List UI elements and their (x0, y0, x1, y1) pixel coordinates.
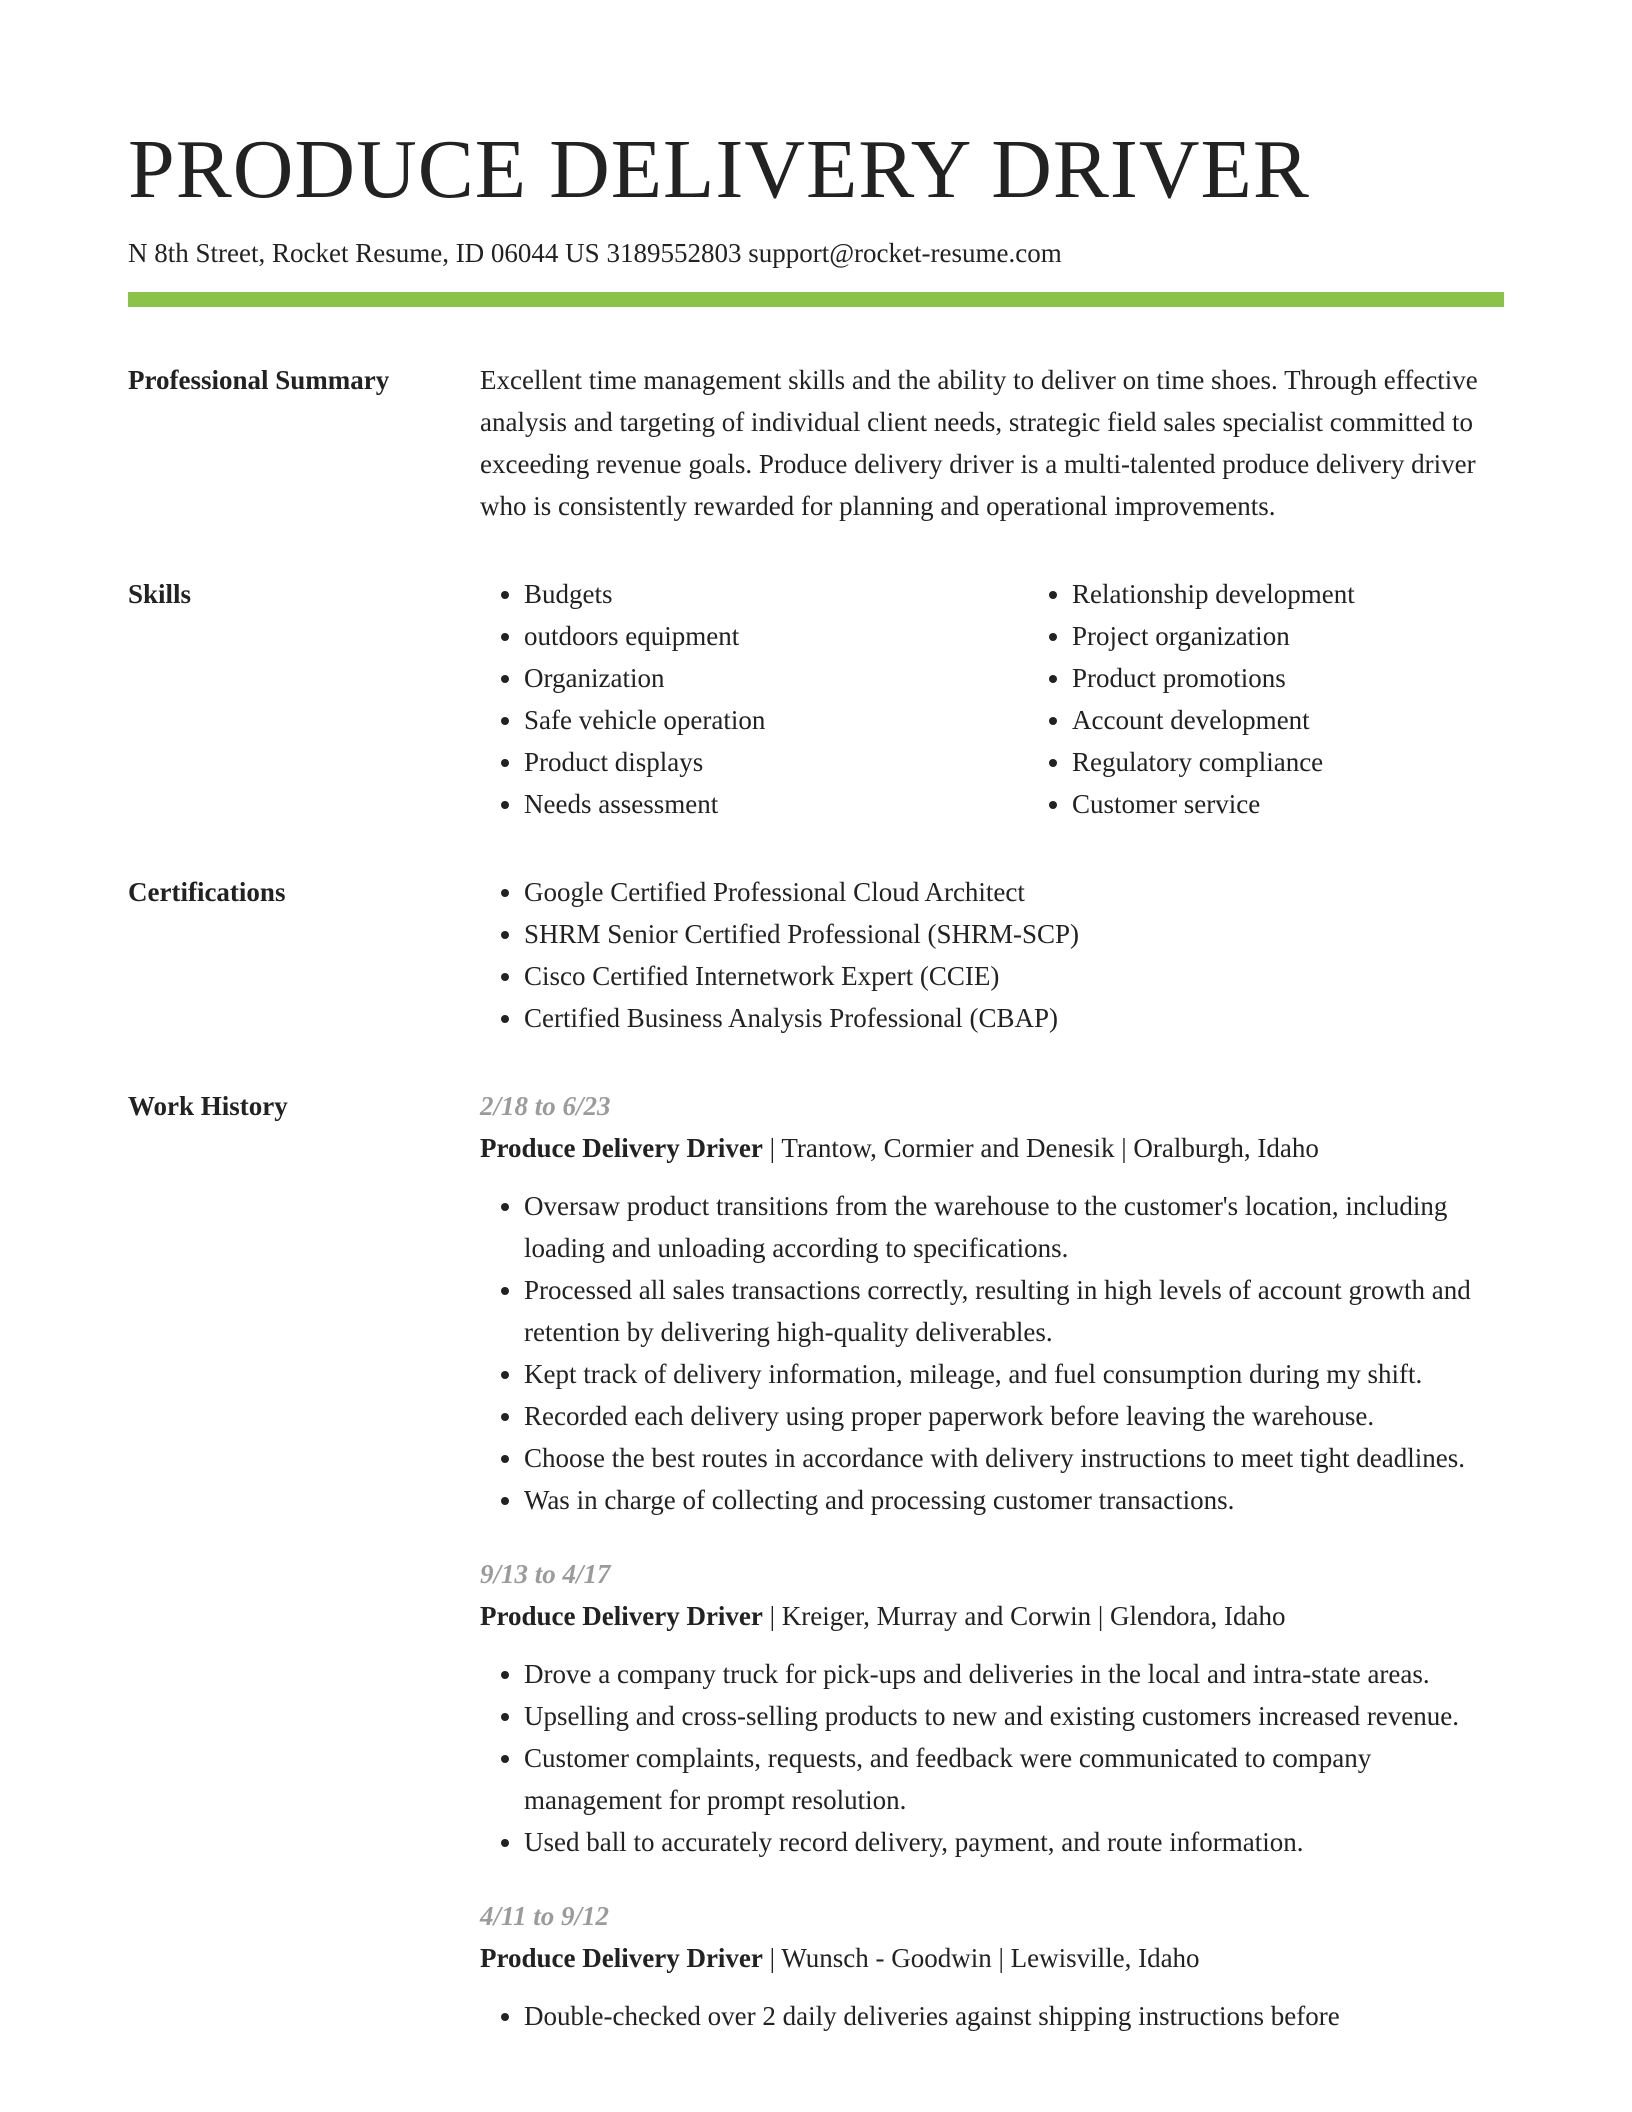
skills-list-left (480, 573, 1028, 825)
skill-item: • outdoors equipment (524, 615, 1028, 657)
job-header (480, 1127, 1504, 1169)
job-details: | Wunsch - Goodwin | Lewisville, Idaho (762, 1943, 1200, 1973)
job-details: | Trantow, Cormier and Denesik | Oralburgh, Idaho (762, 1133, 1319, 1163)
job-dates: 2/18 to 6/23 (480, 1091, 611, 1121)
job-bullet: • Customer complaints, requests, and feedback were communicated to company management for prompt resolution. (524, 1737, 1504, 1821)
certification-item: • Google Certified Professional Cloud Architect (524, 871, 1504, 913)
job-bullets (480, 1185, 1504, 1521)
job-bullet: • Recorded each delivery using proper paperwork before leaving the warehouse. (524, 1395, 1504, 1437)
skill-item: • Product promotions (1072, 657, 1576, 699)
job-bullet: • Choose the best routes in accordance with delivery instructions to meet tight deadlines. (524, 1437, 1504, 1479)
skill-item: • Regulatory compliance (1072, 741, 1576, 783)
job-entry (480, 1085, 1504, 1521)
header-divider (128, 292, 1504, 307)
job-dates: 4/11 to 9/12 (480, 1901, 610, 1931)
resume-page (128, 120, 1504, 2069)
work-history-section (128, 1085, 1504, 2069)
skill-item: • Needs assessment (524, 783, 1028, 825)
skill-item: • Customer service (1072, 783, 1576, 825)
summary-section (128, 359, 1504, 527)
job-bullet: • Double-checked over 2 daily deliveries against shipping instructions before (524, 1995, 1504, 2037)
certification-item: • Cisco Certified Internetwork Expert (CCIE) (524, 955, 1504, 997)
job-header (480, 1595, 1504, 1637)
job-entry (480, 1553, 1504, 1863)
job-entry (480, 1895, 1504, 2037)
summary-heading: Professional Summary (128, 365, 390, 395)
resume-name: PRODUCE DELIVERY DRIVER (128, 123, 1310, 216)
skills-section (128, 573, 1504, 825)
summary-text: Excellent time management skills and the ability to deliver on time shoes. Through effective analysis and targeting of individual client needs, strategic field sales specialist committed to exceeding revenue goals. Produce delivery driver is a multi-talented produce delivery driver who is consistently rewarded for planning and operational improvements. (480, 365, 1478, 521)
certification-item: • Certified Business Analysis Professional (CBAP) (524, 997, 1504, 1039)
job-dates: 9/13 to 4/17 (480, 1559, 611, 1589)
job-bullet: • Used ball to accurately record delivery, payment, and route information. (524, 1821, 1504, 1863)
skill-item: • Account development (1072, 699, 1576, 741)
job-bullet: • Processed all sales transactions correctly, resulting in high levels of account growth and retention by delivering high-quality deliverables. (524, 1269, 1504, 1353)
job-bullets (480, 1995, 1504, 2037)
skill-item: • Project organization (1072, 615, 1576, 657)
skill-item: • Safe vehicle operation (524, 699, 1028, 741)
job-bullet: • Was in charge of collecting and processing customer transactions. (524, 1479, 1504, 1521)
certifications-heading: Certifications (128, 877, 286, 907)
job-bullets (480, 1653, 1504, 1863)
skill-item: • Organization (524, 657, 1028, 699)
certifications-list (480, 871, 1504, 1039)
skills-heading: Skills (128, 579, 192, 609)
job-header (480, 1937, 1504, 1979)
job-title: Produce Delivery Driver (480, 1133, 763, 1163)
skill-item: • Budgets (524, 573, 1028, 615)
job-title: Produce Delivery Driver (480, 1601, 763, 1631)
job-title: Produce Delivery Driver (480, 1943, 763, 1973)
job-details: | Kreiger, Murray and Corwin | Glendora, Idaho (762, 1601, 1286, 1631)
job-bullet: • Oversaw product transitions from the warehouse to the customer's location, including loading and unloading according to specifications. (524, 1185, 1504, 1269)
skills-list-right (1028, 573, 1576, 825)
job-bullet: • Drove a company truck for pick-ups and deliveries in the local and intra-state areas. (524, 1653, 1504, 1695)
contact-line: N 8th Street, Rocket Resume, ID 06044 US 3189552803 support@rocket-resume.com (128, 238, 1062, 268)
certification-item: • SHRM Senior Certified Professional (SHRM-SCP) (524, 913, 1504, 955)
job-bullet: • Kept track of delivery information, mileage, and fuel consumption during my shift. (524, 1353, 1504, 1395)
work-history-heading: Work History (128, 1091, 288, 1121)
skill-item: • Relationship development (1072, 573, 1576, 615)
certifications-section (128, 871, 1504, 1039)
skill-item: • Product displays (524, 741, 1028, 783)
job-bullet: • Upselling and cross-selling products to new and existing customers increased revenue. (524, 1695, 1504, 1737)
